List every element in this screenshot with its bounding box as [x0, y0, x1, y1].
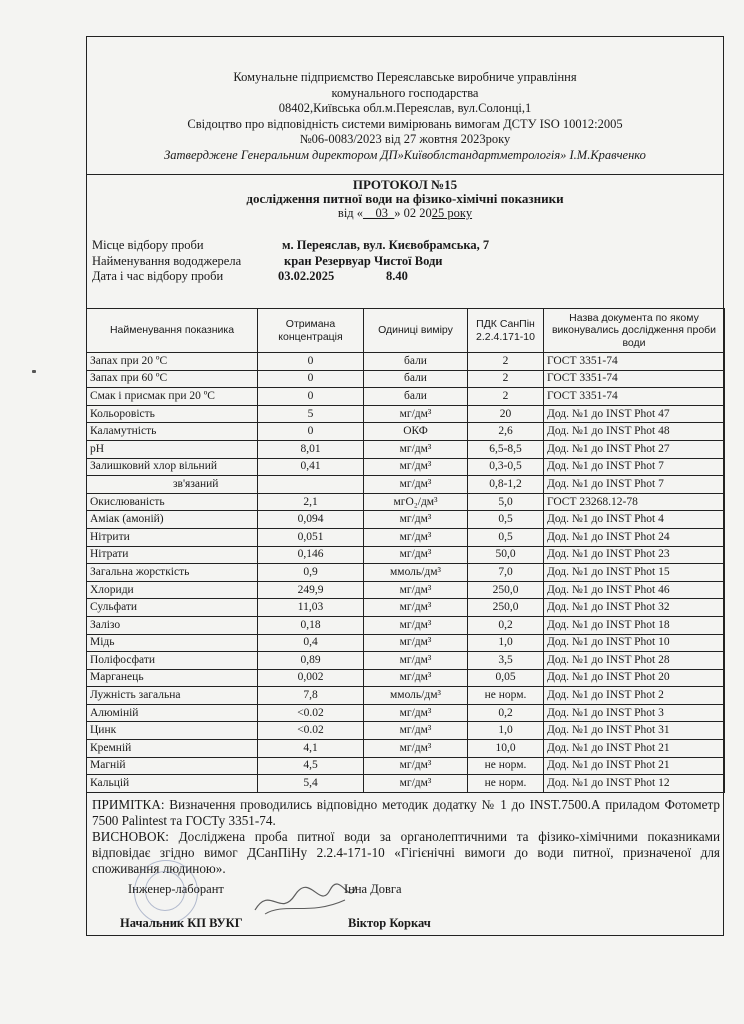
- table-row: [87, 493, 725, 511]
- limit-cell: 0,3-0,5: [468, 458, 544, 476]
- table-row: [87, 546, 725, 564]
- concentration-cell: 8,01: [258, 440, 364, 458]
- limit-cell: 7,0: [468, 564, 544, 582]
- place-value: м. Переяслав, вул. Києвобрамська, 7: [282, 238, 490, 252]
- unit-cell: бали: [364, 370, 468, 388]
- limit-cell: 0,5: [468, 528, 544, 546]
- col-header-unit: Одиниці виміру: [364, 309, 468, 353]
- method-cell: Дод. №1 до INST Phot 46: [544, 581, 725, 599]
- indicator-cell: зв'язаний: [87, 476, 258, 494]
- table-row: [87, 370, 725, 388]
- indicator-cell: Поліфосфати: [87, 652, 258, 670]
- datetime-label: Дата і час відбору проби: [92, 269, 224, 283]
- limit-cell: 2: [468, 370, 544, 388]
- indicator-cell: Кольоровість: [87, 405, 258, 423]
- method-cell: Дод. №1 до INST Phot 15: [544, 564, 725, 582]
- method-cell: Дод. №1 до INST Phot 12: [544, 775, 725, 793]
- method-cell: Дод. №1 до INST Phot 27: [544, 440, 725, 458]
- method-cell: Дод. №1 до INST Phot 32: [544, 599, 725, 617]
- concentration-cell: 0,41: [258, 458, 364, 476]
- unit-cell: мг/дм³: [364, 405, 468, 423]
- date-month: » 02 20: [394, 206, 432, 220]
- date-prefix: від «: [337, 206, 364, 220]
- method-cell: Дод. №1 до INST Phot 2: [544, 687, 725, 705]
- limit-cell: 0,2: [468, 704, 544, 722]
- col-header-concentration: Отримана концентрація: [258, 309, 364, 353]
- concentration-cell: 7,8: [258, 687, 364, 705]
- unit-cell: мг/дм³: [364, 476, 468, 494]
- source-label: Найменування вододжерела: [92, 253, 242, 268]
- org-address: 08402,Київська обл.м.Переяслав, вул.Солонці,1: [278, 101, 532, 116]
- indicator-cell: Смак і присмак при 20 ºС: [87, 388, 258, 406]
- indicator-cell: Сульфати: [87, 599, 258, 617]
- concentration-cell: 5,4: [258, 775, 364, 793]
- table-row: [87, 722, 725, 740]
- limit-cell: 250,0: [468, 599, 544, 617]
- indicator-cell: Лужність загальна: [87, 687, 258, 705]
- limit-cell: 2,6: [468, 423, 544, 441]
- unit-cell: мг/дм³: [364, 757, 468, 775]
- unit-cell: мг/дм³: [364, 440, 468, 458]
- indicator-cell: Марганець: [87, 669, 258, 687]
- table-row: [87, 652, 725, 670]
- col-header-limit: ПДК СанПін 2.2.4.171-10: [468, 309, 544, 353]
- limit-cell: 0,5: [468, 511, 544, 529]
- certificate-line: Свідоцтво про відповідність системи вимірювань вимогам ДСТУ ISO 10012:2005: [187, 116, 623, 131]
- indicator-cell: Залишковий хлор вільний: [87, 458, 258, 476]
- limit-cell: 0,05: [468, 669, 544, 687]
- table-header-row: [87, 309, 725, 353]
- concentration-cell: 0,89: [258, 652, 364, 670]
- limit-cell: не норм.: [468, 687, 544, 705]
- concentration-cell: 11,03: [258, 599, 364, 617]
- table-row: [87, 528, 725, 546]
- limit-cell: 0,8-1,2: [468, 476, 544, 494]
- note-text: ПРИМІТКА: Визначення проводились відповідно методик додатку № 1 до INST.7500.А приладом Фотометр 7500 Palintest та ГОСТу 3351-74.: [92, 797, 720, 828]
- engineer-name: Інна Довга: [344, 882, 402, 896]
- unit-cell: мг/дм³: [364, 740, 468, 758]
- concentration-cell: 0,4: [258, 634, 364, 652]
- table-row: [87, 599, 725, 617]
- method-cell: Дод. №1 до INST Phot 28: [544, 652, 725, 670]
- table-row: [87, 405, 725, 423]
- indicator-cell: Запах при 60 ºС: [87, 370, 258, 388]
- indicator-cell: Кальцій: [87, 775, 258, 793]
- indicator-cell: Каламутність: [87, 423, 258, 441]
- indicator-cell: pH: [87, 440, 258, 458]
- table-row: [87, 634, 725, 652]
- notes-block: [92, 797, 720, 877]
- unit-cell: мг/дм³: [364, 704, 468, 722]
- limit-cell: 10,0: [468, 740, 544, 758]
- concentration-cell: 0: [258, 388, 364, 406]
- concentration-cell: 0,146: [258, 546, 364, 564]
- protocol-title: ПРОТОКОЛ №15: [352, 177, 458, 192]
- unit-cell: бали: [364, 353, 468, 371]
- indicator-cell: Нітрити: [87, 528, 258, 546]
- chief-name: Віктор Коркач: [348, 916, 431, 930]
- method-cell: Дод. №1 до INST Phot 7: [544, 458, 725, 476]
- table-row: [87, 476, 725, 494]
- unit-cell: мг/дм³: [364, 652, 468, 670]
- indicator-cell: Загальна жорсткість: [87, 564, 258, 582]
- table-row: [87, 423, 725, 441]
- method-cell: Дод. №1 до INST Phot 23: [544, 546, 725, 564]
- limit-cell: 6,5-8,5: [468, 440, 544, 458]
- method-cell: ГОСТ 3351-74: [544, 370, 725, 388]
- indicator-cell: Хлориди: [87, 581, 258, 599]
- method-cell: Дод. №1 до INST Phot 18: [544, 616, 725, 634]
- unit-cell: ОКФ: [364, 423, 468, 441]
- method-cell: Дод. №1 до INST Phot 4: [544, 511, 725, 529]
- limit-cell: 5,0: [468, 493, 544, 511]
- table-row: [87, 564, 725, 582]
- method-cell: Дод. №1 до INST Phot 47: [544, 405, 725, 423]
- conclusion-text: ВИСНОВОК: Досліджена проба питної води за органолептичними та фізико-хімічними показниками відповідає згідно вимог ДСанПіНу 2.2.4-171-10 «Гігієнічні вимоги до води питної, призначеної для споживання людиною».: [92, 829, 720, 876]
- unit-cell: мг/дм³: [364, 722, 468, 740]
- indicator-cell: Алюміній: [87, 704, 258, 722]
- protocol-date: [86, 206, 724, 220]
- method-cell: Дод. №1 до INST Phot 48: [544, 423, 725, 441]
- table-row: [87, 704, 725, 722]
- limit-cell: 50,0: [468, 546, 544, 564]
- concentration-cell: 0: [258, 353, 364, 371]
- limit-cell: 3,5: [468, 652, 544, 670]
- table-row: [87, 458, 725, 476]
- engineer-title: Інженер-лаборант: [128, 882, 224, 896]
- method-cell: ГОСТ 3351-74: [544, 353, 725, 371]
- unit-cell: мг/дм³: [364, 616, 468, 634]
- limit-cell: не норм.: [468, 757, 544, 775]
- date-value: 03.02.2025: [278, 269, 335, 283]
- concentration-cell: 0,002: [258, 669, 364, 687]
- date-suffix: року: [444, 206, 473, 220]
- indicator-cell: Цинк: [87, 722, 258, 740]
- unit-cell: мг/дм³: [364, 511, 468, 529]
- unit-cell: мг/дм³: [364, 581, 468, 599]
- limit-cell: 1,0: [468, 722, 544, 740]
- unit-cell: ммоль/дм³: [364, 564, 468, 582]
- limit-cell: 0,2: [468, 616, 544, 634]
- method-cell: ГОСТ 23268.12-78: [544, 493, 725, 511]
- concentration-cell: 2,1: [258, 493, 364, 511]
- chief-title: Начальник КП ВУКГ: [120, 916, 243, 930]
- concentration-cell: 0,051: [258, 528, 364, 546]
- concentration-cell: 0,094: [258, 511, 364, 529]
- certificate-number: №06-0083/2023 від 27 жовтня 2023року: [299, 132, 511, 147]
- method-cell: Дод. №1 до INST Phot 10: [544, 634, 725, 652]
- table-row: [87, 775, 725, 793]
- method-cell: Дод. №1 до INST Phot 20: [544, 669, 725, 687]
- time-value: 8.40: [386, 269, 408, 283]
- date-year: 25: [431, 206, 445, 220]
- unit-cell: мг/дм³: [364, 669, 468, 687]
- table-row: [87, 740, 725, 758]
- limit-cell: 1,0: [468, 634, 544, 652]
- indicator-cell: Окислюваність: [87, 493, 258, 511]
- concentration-cell: [258, 476, 364, 494]
- table-row: [87, 511, 725, 529]
- concentration-cell: <0.02: [258, 704, 364, 722]
- limit-cell: 2: [468, 353, 544, 371]
- limit-cell: 250,0: [468, 581, 544, 599]
- unit-cell: мг/дм³: [364, 599, 468, 617]
- method-cell: ГОСТ 3351-74: [544, 388, 725, 406]
- unit-cell: мг/дм³: [364, 775, 468, 793]
- method-cell: Дод. №1 до INST Phot 21: [544, 757, 725, 775]
- unit-cell: мг/дм³: [364, 458, 468, 476]
- method-cell: Дод. №1 до INST Phot 21: [544, 740, 725, 758]
- indicator-cell: Кремній: [87, 740, 258, 758]
- unit-cell: мг/дм³: [364, 546, 468, 564]
- table-row: [87, 669, 725, 687]
- concentration-cell: 0,18: [258, 616, 364, 634]
- concentration-cell: 4,1: [258, 740, 364, 758]
- concentration-cell: 249,9: [258, 581, 364, 599]
- indicator-cell: Магній: [87, 757, 258, 775]
- method-cell: Дод. №1 до INST Phot 3: [544, 704, 725, 722]
- concentration-cell: 0,9: [258, 564, 364, 582]
- table-row: [87, 388, 725, 406]
- method-cell: Дод. №1 до INST Phot 31: [544, 722, 725, 740]
- method-cell: Дод. №1 до INST Phot 24: [544, 528, 725, 546]
- protocol-heading: [86, 178, 724, 220]
- col-header-method: Назва документа по якому виконувались дослідження проби води: [544, 309, 725, 353]
- limit-cell: не норм.: [468, 775, 544, 793]
- col-header-indicator: Найменування показника: [87, 309, 258, 353]
- table-row: [87, 440, 725, 458]
- table-row: [87, 616, 725, 634]
- organization-header: [86, 70, 724, 164]
- concentration-cell: 0: [258, 423, 364, 441]
- header-separator: [86, 174, 724, 175]
- concentration-cell: 5: [258, 405, 364, 423]
- concentration-cell: 4,5: [258, 757, 364, 775]
- table-row: [87, 353, 725, 371]
- method-cell: Дод. №1 до INST Phot 7: [544, 476, 725, 494]
- unit-cell: бали: [364, 388, 468, 406]
- limit-cell: 2: [468, 388, 544, 406]
- indicator-cell: Залізо: [87, 616, 258, 634]
- org-name-cont: комунального господарства: [331, 85, 479, 100]
- unit-cell: мгО₂/дм³: [364, 493, 468, 511]
- indicator-cell: Запах при 20 ºС: [87, 353, 258, 371]
- table-row: [87, 757, 725, 775]
- limit-cell: 20: [468, 405, 544, 423]
- indicator-cell: Аміак (амоній): [87, 511, 258, 529]
- source-value: кран Резервуар Чистої Води: [284, 253, 443, 268]
- indicator-cell: Мідь: [87, 634, 258, 652]
- table-row: [87, 687, 725, 705]
- protocol-subtitle: дослідження питної води на фізико-хімічні показники: [246, 191, 564, 206]
- date-day: __03_: [363, 206, 395, 220]
- org-name: Комунальне підприємство Переяславське виробниче управління: [233, 70, 577, 84]
- indicator-cell: Нітрати: [87, 546, 258, 564]
- scan-speck: [32, 370, 36, 373]
- unit-cell: мг/дм³: [364, 528, 468, 546]
- unit-cell: мг/дм³: [364, 634, 468, 652]
- table-row: [87, 581, 725, 599]
- concentration-cell: <0.02: [258, 722, 364, 740]
- place-label: Місце відбору проби: [92, 238, 204, 252]
- approval-line: Затверджене Генеральним директором ДП»Київоблстандартметрологія» І.М.Кравченко: [164, 147, 646, 162]
- unit-cell: ммоль/дм³: [364, 687, 468, 705]
- concentration-cell: 0: [258, 370, 364, 388]
- results-table: [86, 308, 725, 793]
